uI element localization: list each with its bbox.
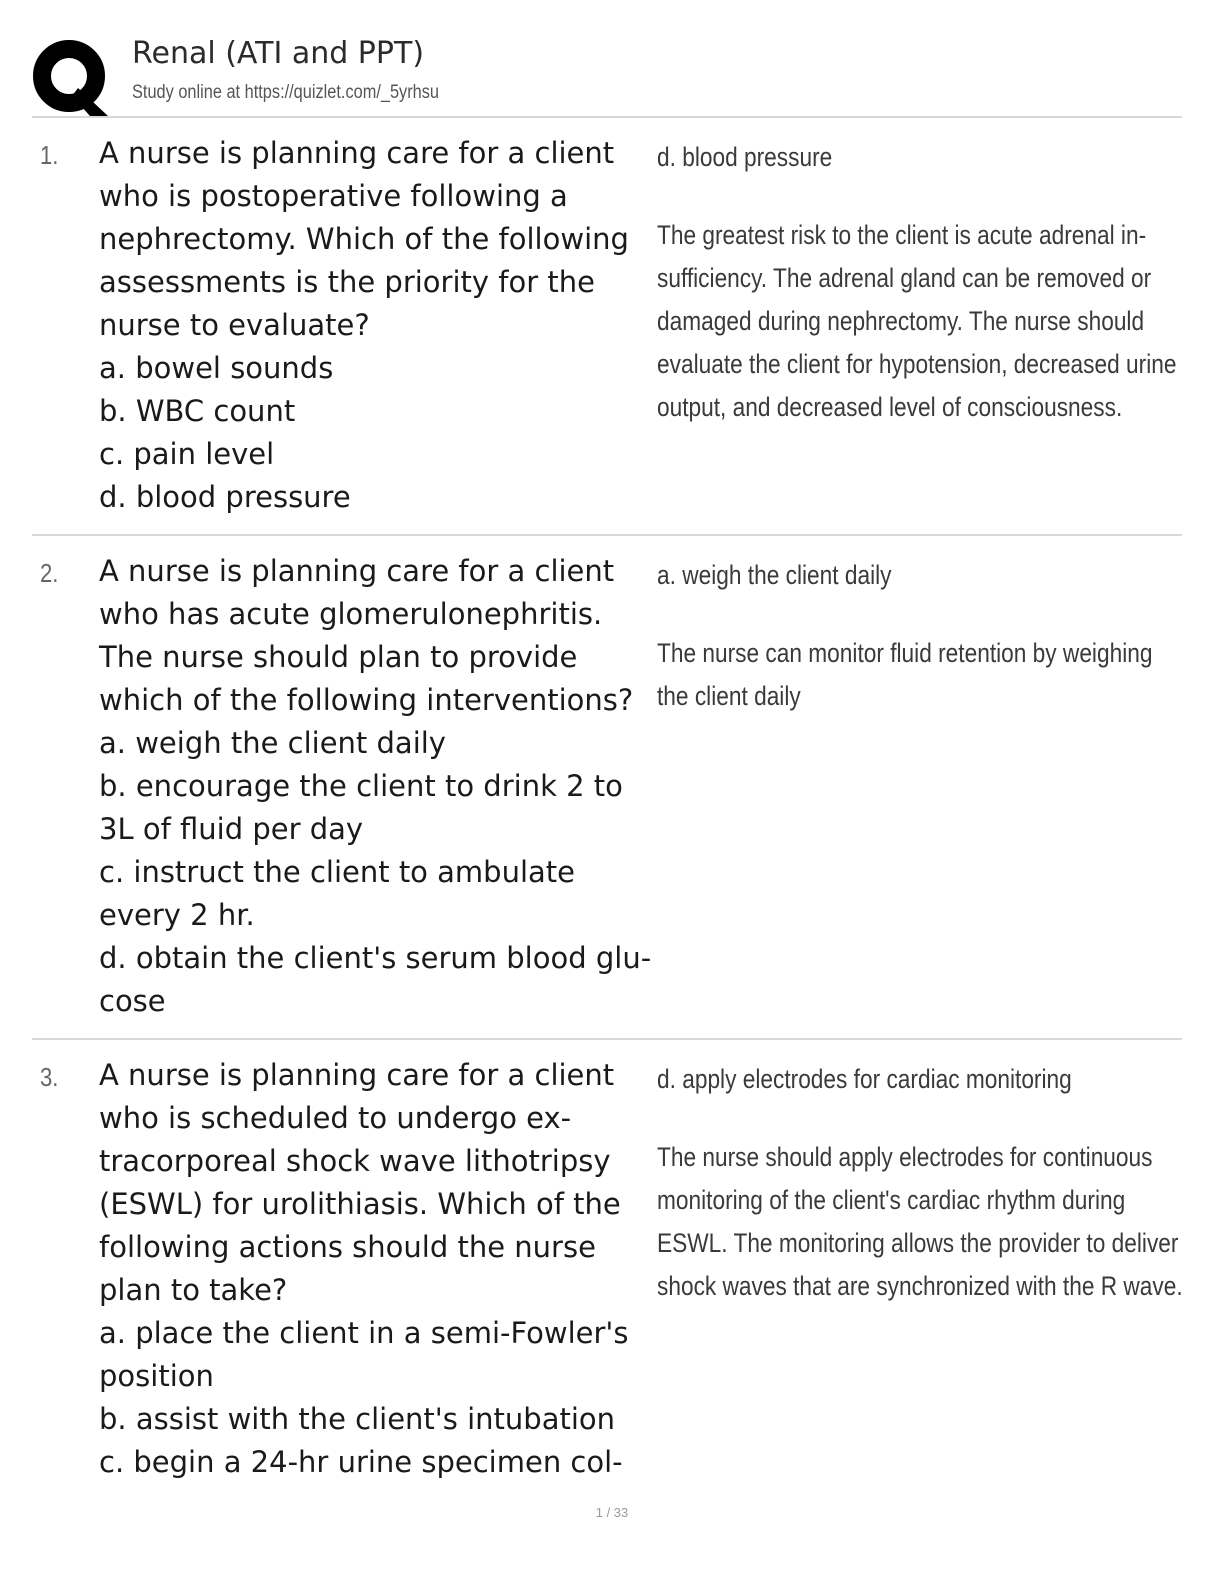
question-line: plan to take?: [99, 1273, 288, 1307]
question-line: A nurse is planning care for a client: [99, 136, 615, 170]
question-line: assessments is the priority for the: [99, 265, 595, 299]
explanation-line: shock waves that are synchronized with the R wave.: [657, 1271, 1183, 1301]
header-divider: [32, 116, 1182, 118]
answer-text: [657, 554, 1187, 718]
answer-line: d. apply electrodes for cardiac monitoring: [657, 1064, 1072, 1094]
answer-line: d. blood pressure: [657, 142, 833, 172]
answer-text: [657, 1058, 1187, 1308]
card-number: 3.: [40, 1062, 59, 1092]
option-line: a. bowel sounds: [99, 351, 334, 385]
option-line: every 2 hr.: [99, 898, 255, 932]
question-line: tracorporeal shock wave lithotripsy: [99, 1144, 611, 1178]
card-number: 2.: [40, 558, 59, 588]
option-line: position: [99, 1359, 214, 1393]
document-header: [32, 30, 1182, 114]
question-text: [99, 550, 659, 1023]
option-line: c. instruct the client to ambulate: [99, 855, 575, 889]
option-line: c. pain level: [99, 437, 275, 471]
card-divider: [32, 534, 1182, 536]
question-line: which of the following interventions?: [99, 683, 634, 717]
question-line: nephrectomy. Which of the following: [99, 222, 629, 256]
page-title: Renal (ATI and PPT): [132, 36, 425, 71]
option-line: a. weigh the client daily: [99, 726, 446, 760]
option-line: a. place the client in a semi-Fowler's: [99, 1316, 629, 1350]
study-online-link[interactable]: Study online at https://quizlet.com/_5yrhsu: [132, 82, 440, 103]
question-line: who has acute glomerulonephritis.: [99, 597, 603, 631]
explanation-line: output, and decreased level of consciousness.: [657, 392, 1123, 422]
option-line: cose: [99, 984, 166, 1018]
question-text: [99, 1054, 659, 1484]
option-line: d. obtain the client's serum blood glu-: [99, 941, 652, 975]
option-line: b. WBC count: [99, 394, 296, 428]
card-divider: [32, 1038, 1182, 1040]
option-line: 3L of fluid per day: [99, 812, 364, 846]
option-line: d. blood pressure: [99, 480, 351, 514]
explanation-line: the client daily: [657, 681, 801, 711]
question-text: [99, 132, 659, 519]
explanation-line: The greatest risk to the client is acute adrenal in-: [657, 220, 1147, 250]
question-line: A nurse is planning care for a client: [99, 554, 615, 588]
question-line: nurse to evaluate?: [99, 308, 370, 342]
option-line: b. assist with the client's intubation: [99, 1402, 616, 1436]
question-line: who is scheduled to undergo ex-: [99, 1101, 572, 1135]
quizlet-logo-icon: [32, 38, 110, 116]
explanation-line: ESWL. The monitoring allows the provider to deliver: [657, 1228, 1179, 1258]
card-number: 1.: [40, 140, 59, 170]
explanation-line: sufficiency. The adrenal gland can be removed or: [657, 263, 1152, 293]
page-number: 1 / 33: [595, 1505, 629, 1520]
option-line: b. encourage the client to drink 2 to: [99, 769, 623, 803]
answer-text: [657, 136, 1187, 429]
question-line: who is postoperative following a: [99, 179, 568, 213]
question-line: The nurse should plan to provide: [99, 640, 578, 674]
explanation-line: monitoring of the client's cardiac rhythm during: [657, 1185, 1126, 1215]
explanation-line: The nurse should apply electrodes for continuous: [657, 1142, 1153, 1172]
answer-line: a. weigh the client daily: [657, 560, 892, 590]
explanation-line: evaluate the client for hypotension, decreased urine: [657, 349, 1177, 379]
option-line: c. begin a 24-hr urine specimen col-: [99, 1445, 623, 1479]
question-line: following actions should the nurse: [99, 1230, 596, 1264]
question-line: (ESWL) for urolithiasis. Which of the: [99, 1187, 621, 1221]
explanation-line: damaged during nephrectomy. The nurse should: [657, 306, 1145, 336]
explanation-line: The nurse can monitor fluid retention by weighing: [657, 638, 1153, 668]
question-line: A nurse is planning care for a client: [99, 1058, 615, 1092]
